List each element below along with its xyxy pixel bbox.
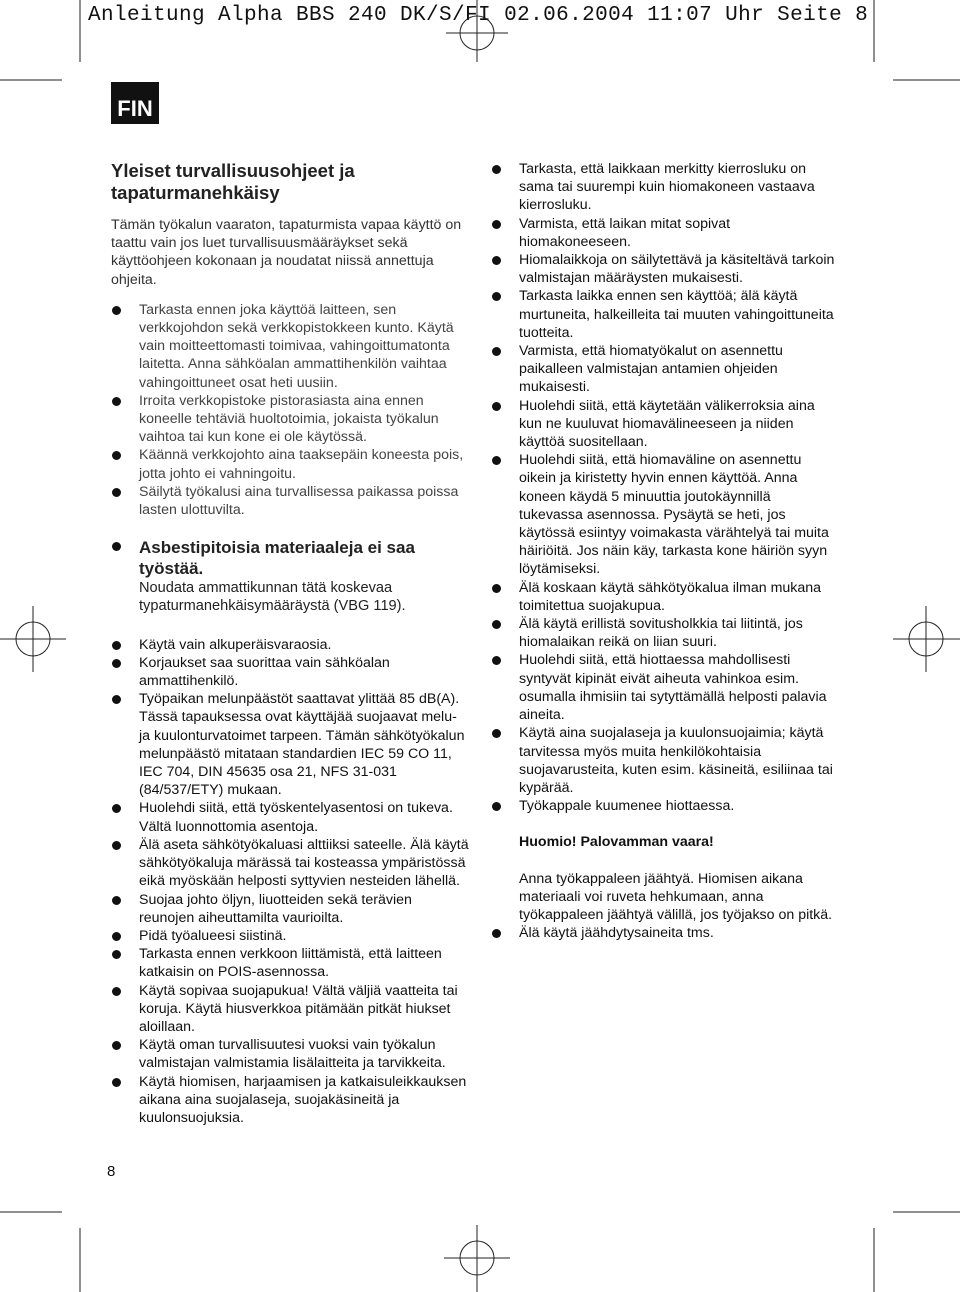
bullet-icon (112, 1078, 121, 1087)
bullet-icon (112, 641, 121, 650)
list-item: Käytä vain alkuperäisvaraosia. (111, 636, 471, 654)
list-item: Työkappale kuumenee hiottaessa. (491, 797, 836, 815)
coolant-list (491, 924, 836, 942)
list-item: Varmista, että laikan mitat sopivat hiomakoneeseen. (491, 215, 836, 251)
list-item: Älä aseta sähkötyökaluasi alttiiksi sateelle. Älä käytä sähkötyökaluja märässä tai kosteassa ympäristössä eikä myöskään helposti syttyvien nesteiden lähellä. (111, 836, 471, 891)
list-item: Huolehdi siitä, että käytetään välikerroksia aina kun ne kuuluvat hiomavälineeseen ja niiden käyttöä suositellaan. (491, 397, 836, 452)
list-item: Käytä aina suojalaseja ja kuulonsuojaimia; käytä tarvitessa myös muita henkilökohtaisia suojavarusteita, kuten esim. käsineitä, esiliinaa tai kypärää. (491, 724, 836, 797)
bullet-icon (112, 659, 121, 668)
bullet-icon (112, 542, 121, 551)
list-item: Irroita verkkopistoke pistorasiasta aina ennen koneelle tehtäviä huoltotoimia, jokaista työkalun vaihtoa tai kun kone ei ole käytössä. (111, 392, 471, 447)
list-item: Tarkasta ennen joka käyttöä laitteen, sen verkkojohdon sekä verkkopistokkeen kunto. Käytä vain moitteettomasti toimivaa, vahingoittumatonta laitetta. Anna sähköalan ammattihenkilön vaihtaa vahingoittuneet osat heti uusiin. (111, 301, 471, 392)
bullet-icon (492, 656, 501, 665)
list-item: Tarkasta ennen verkkoon liittämistä, että laitteen katkaisin on POIS-asennossa. (111, 945, 471, 981)
list-item: Tarkasta laikka ennen sen käyttöä; älä käytä murtuneita, halkeilleita tai muuten vahingoittuneita tuotteita. (491, 287, 836, 342)
list-item: Käytä hiomisen, harjaamisen ja katkaisuleikkauksen aikana aina suojalaseja, suojakäsineitä ja kuulonsuojuksia. (111, 1073, 471, 1128)
bullet-icon (112, 987, 121, 996)
list-item: Huolehdi siitä, että työskentelyasentosi on tukeva. Vältä luonnottomia asentoja. (111, 799, 471, 835)
cooling-paragraph: Anna työkappaleen jäähtyä. Hiomisen aikana materiaali voi ruveta hehkumaan, anna työkappaleen jäähtyä välillä, jos työjakso on pitkä. (519, 870, 833, 923)
page-number: 8 (107, 1163, 116, 1180)
list-item: Käytä sopivaa suojapukua! Vältä väljiä vaatteita tai koruja. Käytä hiusverkkoa pitämään pitkät hiukset aloillaan. (111, 982, 471, 1037)
bullet-icon (112, 1041, 121, 1050)
bullet-icon (492, 729, 501, 738)
bullet-icon (112, 488, 121, 497)
bullet-icon (492, 929, 501, 938)
list-item: Käännä verkkojohto aina taaksepäin koneesta pois, jotta johto ei vahningoitu. (111, 446, 471, 482)
list-item: Älä käytä jäähdytysaineita tms. (491, 924, 836, 942)
bullet-icon (492, 292, 501, 301)
bullet-icon (492, 402, 501, 411)
right-column (491, 160, 836, 942)
list-item: Älä käytä erillistä sovitusholkkia tai liitintä, jos hiomalaikan reikä on liian suuri. (491, 615, 836, 651)
language-badge: FIN (111, 82, 159, 124)
burn-warning-heading: Huomio! Palovamman vaara! (519, 834, 714, 851)
bullet-icon (492, 584, 501, 593)
list-item: Älä koskaan käytä sähkötyökalua ilman mukana toimitettua suojakupua. (491, 579, 836, 615)
warning-title: Asbestipitoisia materiaaleja ei saa työstää. (111, 537, 471, 579)
bullet-icon (112, 397, 121, 406)
bullet-icon (492, 256, 501, 265)
asbestos-warning (111, 537, 471, 579)
bullet-icon (492, 220, 501, 229)
safety-list-1 (111, 301, 471, 519)
bullet-icon (112, 841, 121, 850)
section-title: Yleiset turvallisuusohjeet ja tapaturmanehkäisy (111, 160, 355, 203)
list-item: Varmista, että hiomatyökalut on asennettu paikalleen valmistajan antamien ohjeiden mukaisesti. (491, 342, 836, 397)
warning-text: Noudata ammattikunnan tätä koskevaa typaturmanehkäisymääräystä (VBG 119). (139, 580, 406, 615)
list-item: Käytä oman turvallisuutesi vuoksi vain työkalun valmistajan valmistamia lisälaitteita ja tarvikkeita. (111, 1036, 471, 1072)
safety-list-2 (111, 636, 471, 1127)
list-item: Työpaikan melunpäästöt saattavat ylittää 85 dB(A). Tässä tapauksessa ovat käyttäjää suojaavat melu- ja kuulonturvatoimet tarpeen. Tämän sähkötyökalun melunpäästö mitataan standardien IEC 59 CO 11, IEC 704, DIN 45635 osa 21, NFS 31-031 (84/537/ETY) mukaan. (111, 690, 471, 799)
intro-paragraph: Tämän työkalun vaaraton, tapaturmista vapaa käyttö on taattu vain jos luet turvallisuusmääräykset sekä käyttöohjeen kokonaan ja noudatat niissä annettuja ohjeita. (111, 217, 462, 288)
bullet-icon (112, 695, 121, 704)
left-column (111, 160, 471, 1127)
bullet-icon (112, 804, 121, 813)
list-item: Hiomalaikkoja on säilytettävä ja käsiteltävä tarkoin valmistajan määräysten mukaisesti. (491, 251, 836, 287)
bullet-icon (492, 347, 501, 356)
bullet-icon (492, 165, 501, 174)
list-item: Pidä työalueesi siistinä. (111, 927, 471, 945)
list-item: Huolehdi siitä, että hiottaessa mahdollisesti syntyvät kipinät eivät aiheuta vahinkoa esim. osumalla ihmisiin tai sytyttämällä helposti palavia aineita. (491, 651, 836, 724)
bullet-icon (492, 802, 501, 811)
list-item: Huolehdi siitä, että hiomaväline on asennettu oikein ja kiristetty hyvin ennen käyttöä. Anna koneen käydä 5 minuuttia joutokäynnillä tukevassa asennossa. Pysäytä se heti, jos käytössä esiintyy voimakasta värähtelyä tai muita häiriöitä. Jos näin käy, tarkasta kone häiriön syyn löytämiseksi. (491, 451, 836, 578)
bullet-icon (112, 950, 121, 959)
list-item: Tarkasta, että laikkaan merkitty kierrosluku on sama tai suurempi kuin hiomakoneen vastaava kierrosluku. (491, 160, 836, 215)
list-item: Korjaukset saa suorittaa vain sähköalan ammattihenkilö. (111, 654, 471, 690)
bullet-icon (112, 451, 121, 460)
bullet-icon (112, 306, 121, 315)
bullet-icon (492, 456, 501, 465)
grinding-list (491, 160, 836, 815)
bullet-icon (112, 896, 121, 905)
list-item: Säilytä työkalusi aina turvallisessa paikassa poissa lasten ulottuvilta. (111, 483, 471, 519)
print-slug: Anleitung Alpha BBS 240 DK/S/FI 02.06.2004 11:07 Uhr Seite 8 (88, 4, 869, 27)
bullet-icon (492, 620, 501, 629)
bullet-icon (112, 932, 121, 941)
list-item: Suojaa johto öljyn, liuotteiden sekä terävien reunojen aiheuttamilta vaurioilta. (111, 891, 471, 927)
